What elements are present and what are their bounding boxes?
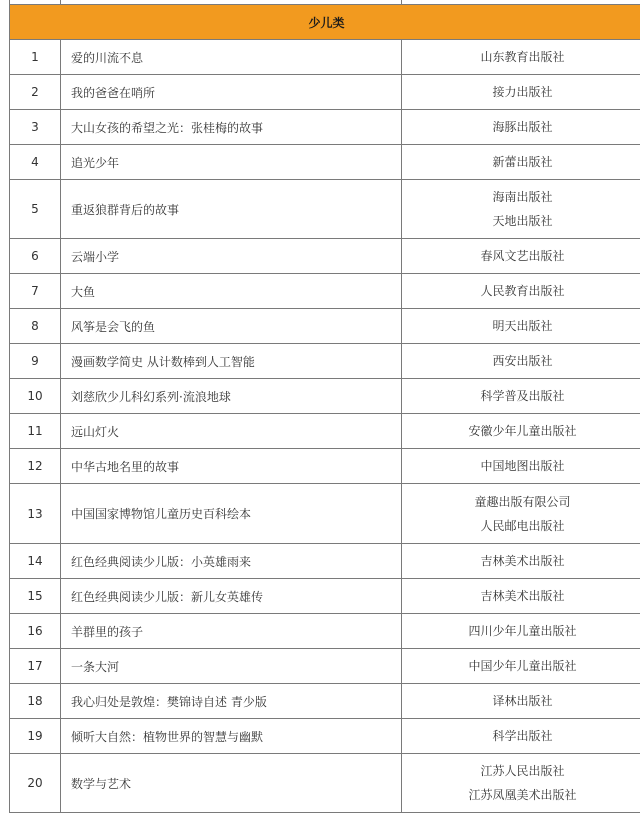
table-row — [10, 274, 640, 309]
book-title: 数学与艺术 — [61, 754, 402, 813]
book-number: 13 — [10, 484, 61, 544]
book-title: 红色经典阅读少儿版：小英雄雨来 — [61, 544, 402, 579]
publisher-name: 译林出版社 — [492, 694, 553, 708]
publisher-name: 吉林美术出版社 — [480, 554, 565, 568]
book-publishers — [402, 684, 640, 719]
book-publishers — [402, 75, 640, 110]
book-title: 重返狼群背后的故事 — [61, 180, 402, 239]
book-title: 羊群里的孩子 — [61, 614, 402, 649]
book-title: 红色经典阅读少儿版：新儿女英雄传 — [61, 579, 402, 614]
book-title: 爱的川流不息 — [61, 40, 402, 75]
publisher-name: 吉林美术出版社 — [480, 589, 565, 603]
book-title: 漫画数学简史 从计数棒到人工智能 — [61, 344, 402, 379]
book-number: 10 — [10, 379, 61, 414]
table-row — [10, 649, 640, 684]
book-number: 12 — [10, 449, 61, 484]
table-row — [10, 110, 640, 145]
publisher-name: 人民邮电出版社 — [480, 518, 565, 533]
book-number: 20 — [10, 754, 61, 813]
book-publishers — [402, 754, 640, 813]
book-title: 远山灯火 — [61, 414, 402, 449]
book-number: 17 — [10, 649, 61, 684]
book-title: 我的爸爸在哨所 — [61, 75, 402, 110]
book-title: 中国国家博物馆儿童历史百科绘本 — [61, 484, 402, 544]
book-title: 刘慈欣少儿科幻系列·流浪地球 — [61, 379, 402, 414]
book-number: 19 — [10, 719, 61, 754]
book-list-table — [9, 0, 640, 813]
book-number: 8 — [10, 309, 61, 344]
table-row — [10, 614, 640, 649]
table-row — [10, 75, 640, 110]
table-row — [10, 379, 640, 414]
section-header-row — [10, 5, 640, 40]
book-title: 一条大河 — [61, 649, 402, 684]
table-row — [10, 684, 640, 719]
publisher-name: 人民教育出版社 — [480, 284, 565, 298]
publisher-name: 四川少年儿童出版社 — [468, 624, 577, 638]
book-publishers — [402, 544, 640, 579]
table-row — [10, 484, 640, 544]
table-row — [10, 145, 640, 180]
publisher-name: 西安出版社 — [492, 354, 553, 368]
table-row — [10, 579, 640, 614]
table-row — [10, 719, 640, 754]
book-number: 5 — [10, 180, 61, 239]
book-number: 3 — [10, 110, 61, 145]
book-title: 风筝是会飞的鱼 — [61, 309, 402, 344]
book-publishers — [402, 414, 640, 449]
table-row — [10, 449, 640, 484]
table-row — [10, 544, 640, 579]
book-title: 我心归处是敦煌：樊锦诗自述 青少版 — [61, 684, 402, 719]
book-number: 6 — [10, 239, 61, 274]
publisher-name: 接力出版社 — [492, 85, 553, 99]
table-row — [10, 40, 640, 75]
book-number: 1 — [10, 40, 61, 75]
book-number: 15 — [10, 579, 61, 614]
book-number: 16 — [10, 614, 61, 649]
book-title: 中华古地名里的故事 — [61, 449, 402, 484]
book-publishers — [402, 274, 640, 309]
book-publishers — [402, 40, 640, 75]
publisher-name: 童趣出版有限公司 — [474, 494, 571, 509]
table-row — [10, 239, 640, 274]
book-publishers — [402, 379, 640, 414]
publisher-name: 新蕾出版社 — [492, 155, 553, 169]
book-publishers — [402, 449, 640, 484]
book-publishers — [402, 110, 640, 145]
publisher-name: 山东教育出版社 — [480, 50, 565, 64]
table-row — [10, 414, 640, 449]
book-publishers — [402, 649, 640, 684]
section-title: 少儿类 — [10, 5, 640, 40]
publisher-name: 海南出版社 — [492, 190, 553, 204]
table-row — [10, 754, 640, 813]
book-title: 云端小学 — [61, 239, 402, 274]
publisher-name: 安徽少年儿童出版社 — [468, 424, 577, 438]
table-body — [10, 0, 640, 813]
table-row — [10, 180, 640, 239]
book-publishers — [402, 239, 640, 274]
table-row — [10, 309, 640, 344]
publisher-name: 明天出版社 — [492, 319, 553, 333]
publisher-name: 中国少年儿童出版社 — [468, 659, 577, 673]
publisher-name: 江苏人民出版社 — [480, 764, 565, 778]
book-publishers — [402, 614, 640, 649]
publisher-name: 海豚出版社 — [492, 120, 553, 134]
book-number: 14 — [10, 544, 61, 579]
publisher-name: 中国地图出版社 — [480, 459, 565, 473]
book-number: 4 — [10, 145, 61, 180]
book-number: 18 — [10, 684, 61, 719]
book-publishers — [402, 309, 640, 344]
book-title: 追光少年 — [61, 145, 402, 180]
publisher-name: 科学普及出版社 — [480, 389, 565, 403]
book-number: 2 — [10, 75, 61, 110]
publisher-name: 江苏凤凰美术出版社 — [468, 788, 577, 802]
table-row — [10, 344, 640, 379]
book-publishers — [402, 579, 640, 614]
book-title: 大山女孩的希望之光：张桂梅的故事 — [61, 110, 402, 145]
book-number: 11 — [10, 414, 61, 449]
book-title: 倾听大自然：植物世界的智慧与幽默 — [61, 719, 402, 754]
publisher-name: 春风文艺出版社 — [480, 249, 565, 263]
publisher-name: 科学出版社 — [492, 729, 553, 743]
publisher-name: 天地出版社 — [492, 214, 553, 228]
book-publishers — [402, 719, 640, 754]
book-publishers — [402, 145, 640, 180]
book-publishers — [402, 344, 640, 379]
book-publishers — [402, 180, 640, 239]
book-number: 7 — [10, 274, 61, 309]
book-number: 9 — [10, 344, 61, 379]
book-title: 大鱼 — [61, 274, 402, 309]
book-publishers — [402, 484, 640, 544]
